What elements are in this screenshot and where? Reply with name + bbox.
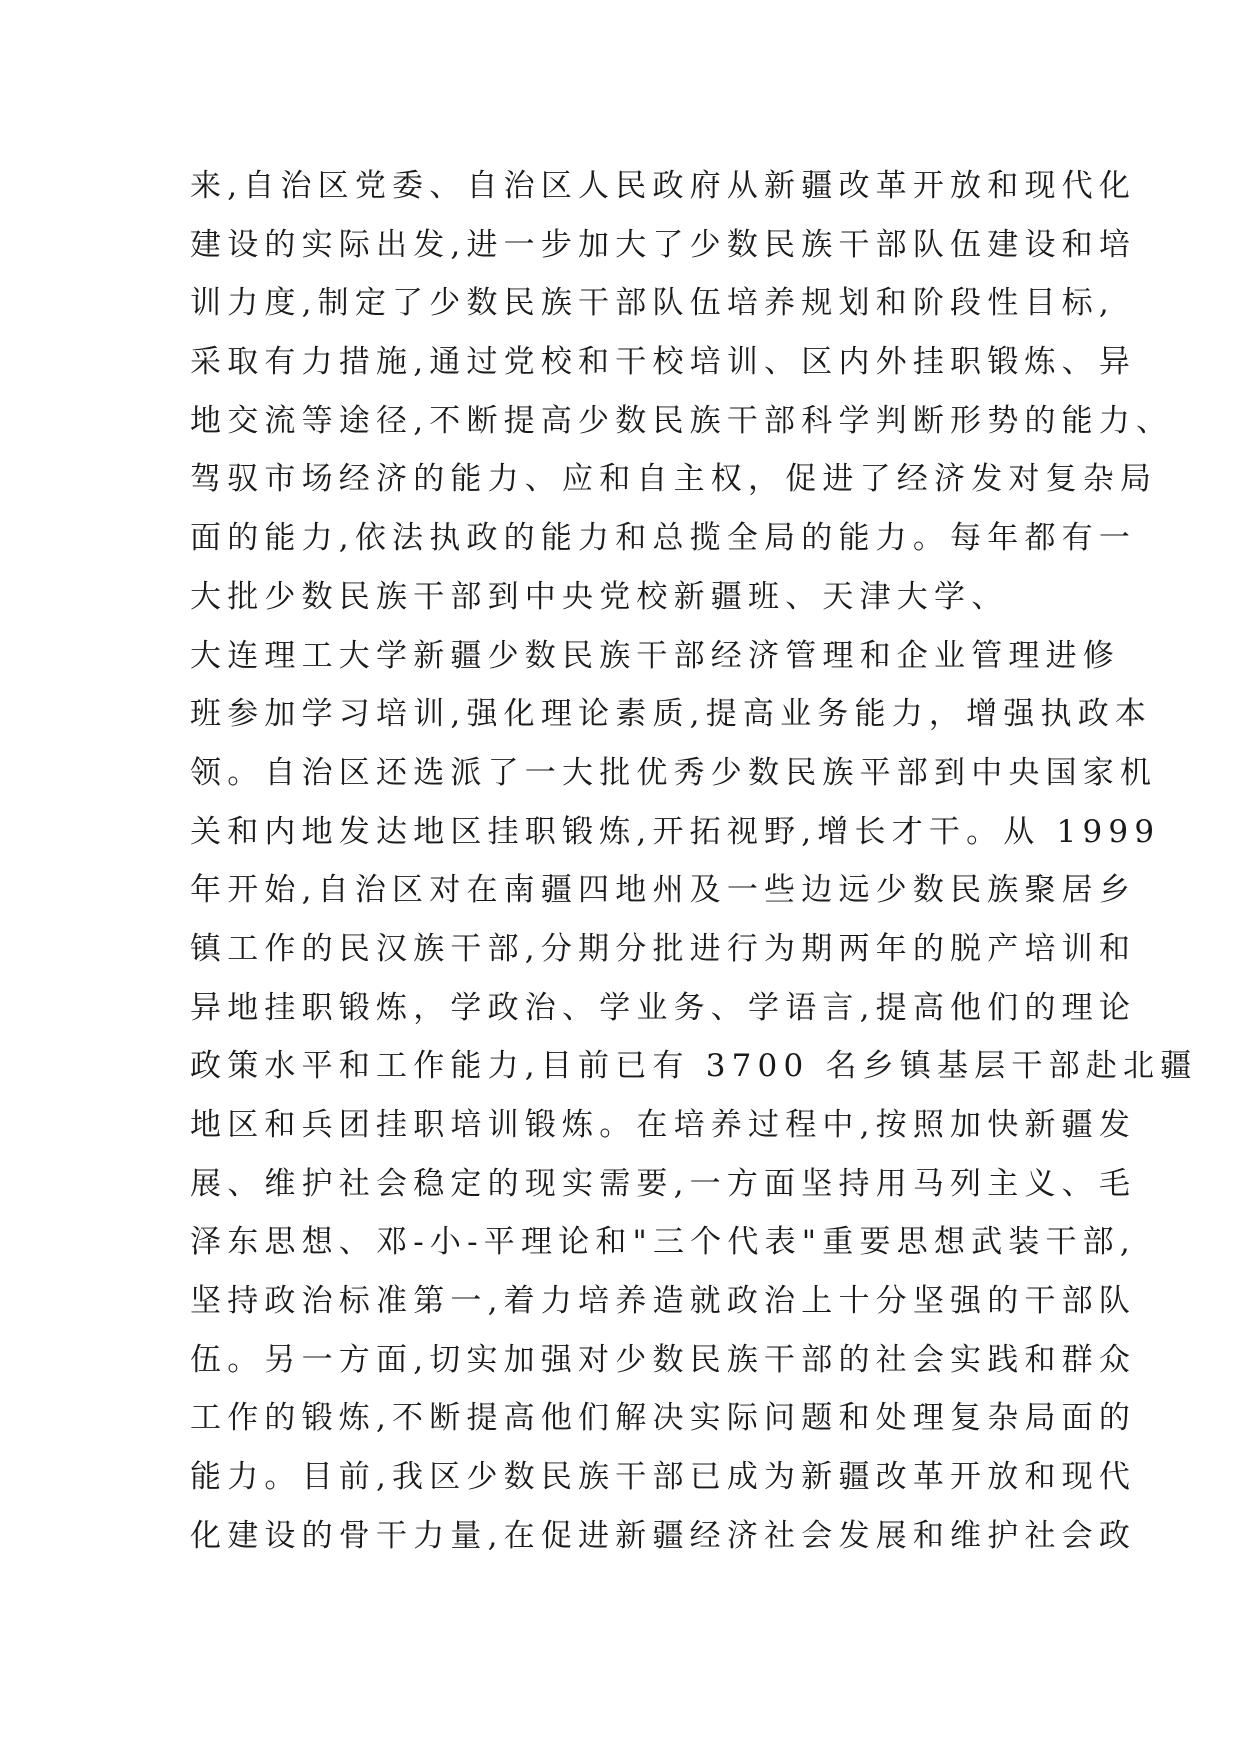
text-line-15: 异地挂职锻炼，学政治、学业务、学语言,提高他们的理论 bbox=[190, 989, 1137, 1026]
text-line-17: 地区和兵团挂职培训锻炼。在培养过程中,按照加快新疆发 bbox=[190, 1107, 1137, 1143]
text-line-14: 镇工作的民汉族干部,分期分批进行为期两年的脱产培训和 bbox=[190, 930, 1137, 967]
text-line-13: 年开始,自治区对在南疆四地州及一些边远少数民族聚居乡 bbox=[190, 872, 1137, 909]
text-line-4: 采取有力措施,通过党校和干校培训、区内外挂职锻炼、异 bbox=[190, 344, 1137, 381]
text-line-22: 工作的锻炼,不断提高他们解决实际问题和处理复杂局面的 bbox=[190, 1400, 1137, 1437]
text-line-23: 能力。目前,我区少数民族干部已成为新疆改革开放和现代 bbox=[190, 1459, 1137, 1496]
text-line-9: 大连理工大学新疆少数民族干部经济管理和企业管理进修 bbox=[190, 637, 1120, 674]
text-line-7: 面的能力,依法执政的能力和总揽全局的能力。每年都有一 bbox=[190, 520, 1137, 557]
text-line-21: 伍。另一方面,切实加强对少数民族干部的社会实践和群众 bbox=[190, 1341, 1137, 1378]
text-line-16: 政策水平和工作能力,目前已有 3700 名乡镇基层干部赴北疆 bbox=[190, 1048, 1198, 1085]
text-line-18: 展、维护社会稳定的现实需要,一方面坚持用马列主义、毛 bbox=[190, 1165, 1137, 1202]
text-line-8: 大批少数民族干部到中央党校新疆班、天津大学、 bbox=[190, 578, 1009, 615]
text-line-24: 化建设的骨干力量,在促进新疆经济社会发展和维护社会政 bbox=[190, 1517, 1137, 1554]
text-line-12: 关和内地发达地区挂职锻炼,开拓视野,增长才干。从 1999 bbox=[190, 813, 1161, 850]
text-line-2: 建设的实际出发,进一步加大了少数民族干部队伍建设和培 bbox=[190, 226, 1137, 263]
text-line-1: 来,自治区党委、自治区人民政府从新疆改革开放和现代化 bbox=[190, 168, 1137, 204]
text-line-11: 领。自治区还选派了一大批优秀少数民族平部到中央国家机 bbox=[190, 754, 1158, 791]
text-line-6: 驾驭市场经济的能力、应和自主权，促进了经济发对复杂局 bbox=[190, 461, 1158, 498]
text-line-3: 训力度,制定了少数民族干部队伍培养规划和阶段性目标, bbox=[190, 285, 1115, 322]
text-line-10: 班参加学习培训,强化理论素质,提高业务能力，增强执政本 bbox=[190, 696, 1153, 733]
text-line-20: 坚持政治标准第一,着力培养造就政治上十分坚强的干部队 bbox=[190, 1283, 1137, 1320]
text-line-19: 泽东思想、邓-小-平理论和"三个代表"重要思想武装干部, bbox=[190, 1224, 1136, 1261]
text-line-5: 地交流等途径,不断提高少数民族干部科学判断形势的能力、 bbox=[190, 402, 1174, 439]
body-text bbox=[190, 162, 1198, 1571]
